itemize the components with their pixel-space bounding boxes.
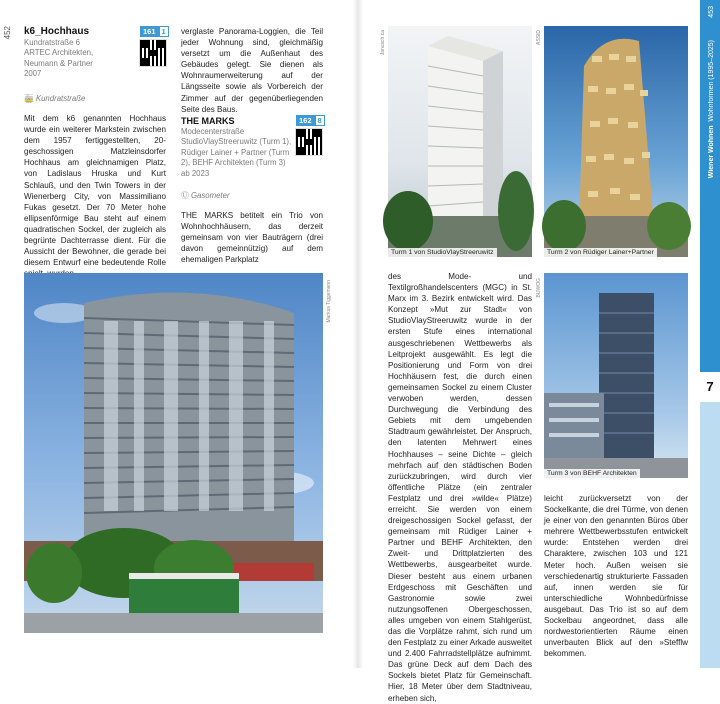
entry-162-number: 162 [296, 115, 315, 126]
side-tab-light [700, 402, 720, 668]
tower3-illustration [544, 273, 688, 478]
entry-162-title: THE MARKS [181, 116, 235, 126]
entry-162-qr-code [296, 129, 322, 155]
tower2-caption: Turm 2 von Rüdiger Lainer+Partner [544, 248, 657, 257]
tower1-photo [388, 26, 532, 257]
entry-162-district: 8 [315, 115, 325, 126]
subway-icon: Ⓤ [181, 191, 189, 200]
entry-161-number-badge [140, 26, 169, 37]
side-tab-dark [700, 0, 720, 372]
chapter-side-tab [700, 0, 720, 668]
tower1-caption: Turm 1 von StudioVlayStreeruwitz [388, 248, 497, 257]
right-col2-body-text: leicht zurückversetzt von der Sockelkante, die drei Türme, von denen je einer von den genannten Büros über mehrere Wettbewerbsstufen entwickelt wurde: Entstehen werden drei Charaktere, zwischen 103 und 121 Meter hoch. Außen weisen sie verschiedenartig strukturierte Fassaden auf, innen werden sie für unterschiedliche Wohnbedürfnisse ausgebaut. Das Trio ist so auf dem Sockelbau angeordnet, dass alle nordwestorientierten Räume einen unverbauten Blick auf den »Stefflw bekommen. [544, 494, 688, 659]
entry-161-title: k6_Hochhaus [24, 26, 90, 37]
right-col1-body-text: des Mode- und Textilgroßhandelscenters (MGC) in St. Marx im 3. Bezirk entwickelt wird. Das Konzept »Mut zur Stadt« von StudioVlayStreeruwitz wurde in der ersten Stufe eines international ausgeschriebenen Wettbewerbs als Leitprojekt ausgewählt. Es legt die Positionierung und Form von drei Hochhäusern fest, die durch einen gemeinsamen Sockel zu einem Cluster verwoben werden, dessen Durchwegung die Verbindung des Gebiets mit dem umgebenden Stadtraum gewährleistet. Der Anspruch, den latenten Mehrwert eines Hochhauses – seine Dichte – gleich mehrfach auf den städtischen Boden zurückzubringen, wird durch vier öffentliche Plätze (ein zentraler Festplatz und drei »wilde« Plätze) erreicht. Sie werden von einem dreigeschossigen Sockel gefasst, der gemeinsam mit Rüdiger Lainer + Partner und BEHF Architekten, den Zweit- und Drittplatzierten des Wettbewerbs, ausgearbeitet wurde. Dieser besteht aus einem urbanen Erdgeschoss mit Geschäften und Gastronomie sowie zwei nutzungsoffenen Obergeschossen, alles umgeben von einem Stahlgerüst, das die Vorplätze rahmt, sich rund um den Festplatz zu einer Arkade ausweitet und 2.400 Fahrradstellplätze aufnimmt. Das grüne Deck auf dem Dach des Sockels bietet Platz für Gemeinschaft. Hier, 18 Meter über dem Stadtniveau, erheben sich, [388, 272, 532, 703]
tower2-credit: ASSID [536, 30, 542, 46]
left-col2-top-text: verglaste Panorama-Loggien, die Teil jeder Wohnung sind, gleichmäßig versetzt um die Außenhaut des Gebäudes gelegt. Sie dienen als Wohnraumerweiterung auf der Längsseite sowie als Vorbereich der Zimmer auf der gegenüberliegenden Seite des Baus. [181, 27, 323, 114]
entry-161-architects: ARTEC Architekten, Neumann & Partner [24, 48, 94, 68]
entry-161-number: 161 [140, 26, 159, 37]
tower1-credit: Janusch.ca [380, 30, 386, 56]
k6-photo-credit: Markus Tiggemann [326, 280, 332, 323]
left-col1-body-text: Mit dem k6 genannten Hochhaus wurde ein weiterer Markstein zwischen dem 1957 fertiggestellten, 20-geschossigen Matzleinsdorfer Hochhaus am gleichnamigen Platz, von Ladislaus Hruska und Kurt Schlauß, und den Twin Towers in der Wienerberg City, von Massimiliano Fukas gesetzt. Der 70 Meter hohe ellipsenförmige Bau steht auf einem quadratischen Sockel, der zugleich als begrünte Dachterrasse dient. Für die Aussicht der Bewohner, die gerade bei diesem Entwurf eine bedeutende Rolle [24, 114, 166, 268]
tower1-illustration [388, 26, 532, 257]
entry-162-address: Modecenterstraße [181, 127, 245, 136]
right-page-number: 453 [708, 6, 715, 18]
tower2-illustration [544, 26, 688, 257]
k6-hochhaus-photo [24, 273, 323, 633]
entry-162-number-badge [296, 115, 325, 126]
chapter-number: 7 [700, 372, 720, 402]
tower3-caption: Turm 3 von BEHF Architekten [544, 469, 640, 478]
side-tab-subsection: Wohnformen (1995–2025) [708, 40, 715, 122]
tower3-photo [544, 273, 688, 478]
entry-161-qr-code [140, 40, 166, 66]
entry-162-transit [181, 190, 230, 201]
entry-162-architects: StudioVlayStreeruwitz (Turm 1), Rüdiger Lainer + Partner (Turm 2), BEHF Architekten (Turm 3) [181, 137, 292, 168]
entry-161-district: 1 [159, 26, 169, 37]
left-page-number: 452 [3, 26, 12, 40]
entry-161-transit-label: Kundratstraße [35, 94, 86, 103]
entry-161-transit [24, 94, 85, 103]
left-col2-body-text: THE MARKS betitelt ein Trio von Wohnhochhäusern, das derzeit gemeinsam von vier Bauträgern (drei davon gemeinnützig) auf dem ehemaligen Parkplatz [181, 211, 323, 265]
tram-icon: 🚋 [24, 94, 34, 103]
tower2-photo [544, 26, 688, 257]
book-gutter [353, 0, 363, 668]
entry-161-year: 2007 [24, 69, 42, 79]
entry-161-address: Kundratstraße 6 [24, 38, 80, 47]
entry-162-transit-label: Gasometer [190, 191, 230, 200]
tower3-credit: BUWOG [536, 278, 542, 298]
k6-hochhaus-illustration [24, 273, 323, 633]
side-tab-section: Wiener Wohnen [708, 125, 715, 179]
side-tab-labels [708, 40, 715, 178]
entry-162-year: ab 2023 [181, 168, 210, 178]
